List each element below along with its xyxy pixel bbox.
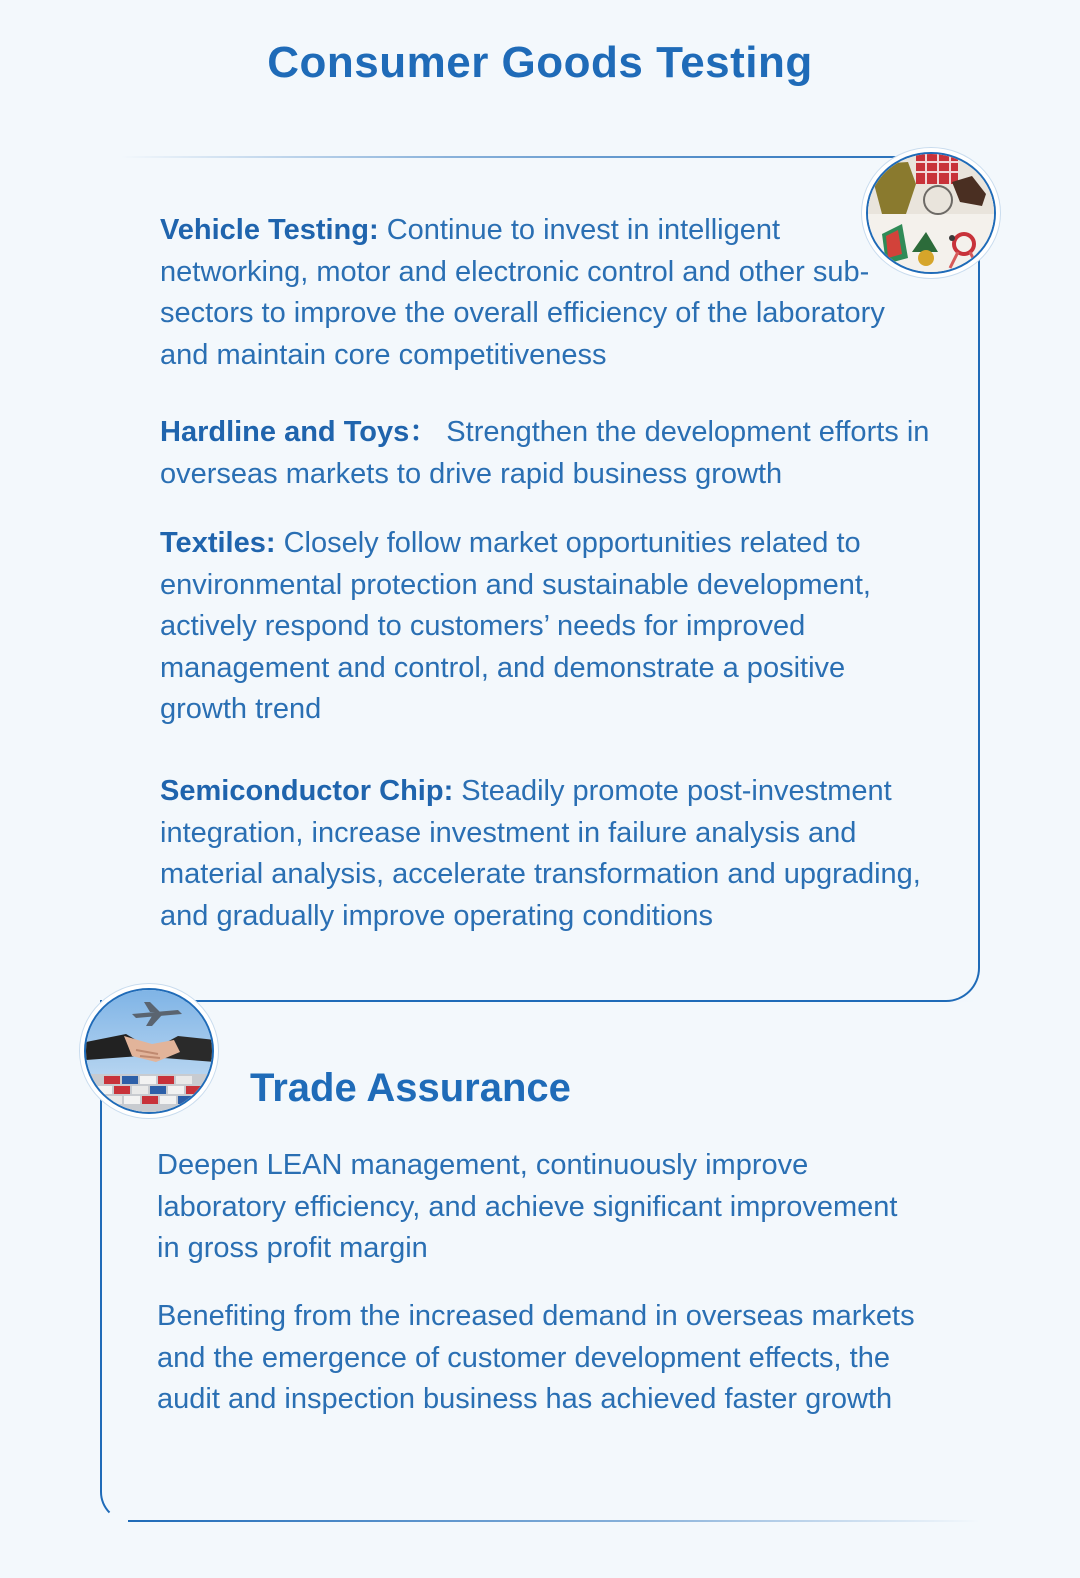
vehicle-testing-label: Vehicle Testing: <box>160 214 379 246</box>
textiles-text: Closely follow market opportunities related to environmental protection and sustainable development, actively respond to customers’ needs for improved management and control, and demonstrate a positive growth trend <box>160 527 871 725</box>
trade-assurance-paragraph-2: Benefiting from the increased demand in overseas markets and the emergence of customer development effects, the audit and inspection business has achieved faster growth <box>157 1300 915 1415</box>
hardline-toys-text: Strengthen the development efforts in overseas markets to drive rapid business growth <box>160 416 930 490</box>
semiconductor-chip-label: Semiconductor Chip: <box>160 775 454 807</box>
hardline-toys-label: Hardline and Toys： <box>160 416 439 448</box>
hardline-toys-block <box>160 412 930 495</box>
trade-assurance-title: Trade Assurance <box>250 1066 571 1110</box>
trade-assurance-frame-top <box>210 1000 980 1002</box>
semiconductor-chip-text: Steadily promote post-investment integration, increase investment in failure analysis and material analysis, accelerate transformation and upgrading, and gradually improve operating conditions <box>160 775 921 932</box>
trade-assurance-photo <box>84 988 214 1114</box>
textiles-block <box>160 523 930 731</box>
vehicle-testing-text: Continue to invest in intelligent networking, motor and electronic control and other sub-sectors to improve the overall efficiency of the laboratory and maintain core competitiveness <box>160 214 885 371</box>
trade-assurance-paragraph-1: Deepen LEAN management, continuously improve laboratory efficiency, and achieve significant improvement in gross profit margin <box>157 1149 898 1264</box>
semiconductor-chip-block <box>160 771 930 937</box>
textiles-label: Textiles: <box>160 527 276 559</box>
page-title: Consumer Goods Testing <box>267 38 813 87</box>
vehicle-testing-block <box>160 210 930 376</box>
